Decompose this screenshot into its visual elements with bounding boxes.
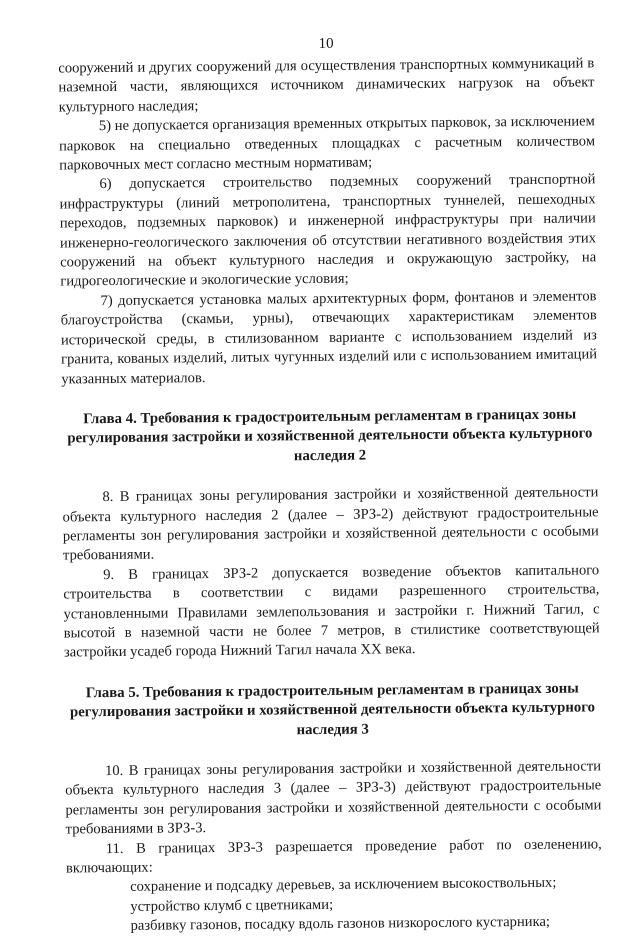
page-number: 10 [318, 35, 334, 52]
paragraph-11: 11. В границах ЗРЗ-3 разрешается проведение работ по озеленению, включающих: [65, 835, 602, 877]
paragraph-continuation: сооружений и других сооружений для осуществления транспортных коммуникаций в наземной части, являющихся источником динамических нагрузок на объект культурного наследия; [58, 55, 595, 116]
chapter-5-heading: Глава 5. Требования к градостроительным регламентам в границах зоны регулирования застройки и хозяйственной деятельности объекта культурного наследия 3 [69, 680, 596, 738]
paragraph-9: 9. В границах ЗРЗ-2 допускается возведение объектов капитального строительства в соответствии с видами разрешенного строительства, установленными Правилами землепользования и застройки г. Нижний Тагил, с высотой в наземной части не более 7 метров, в стилистике соответствующей застройки усадеб города Нижний Тагил начала XX века. [63, 562, 600, 661]
list-item-lawns: разбивку газонов, посадку вдоль газонов низкорослого кустарника; [130, 914, 551, 935]
paragraph-item-5: 5) не допускается организация временных открытых парковок, за исключением парковок на специально отведенных площадках с расчетным количеством парковочных мест согласно местным нормативам; [58, 113, 596, 174]
paragraph-8: 8. В границах зоны регулирования застройки и хозяйственной деятельности объекта культурного наследия 2 (далее – ЗРЗ-2) действуют градостроительные регламенты зон регулирования застройки и хозяйственной деятельности с особыми требованиями. [62, 484, 599, 564]
list-item-trees: сохранение и подсадку деревьев, за исключением высокоствольных; [130, 875, 557, 896]
chapter-4-heading: Глава 4. Требования к градостроительным регламентам в границах зоны регулирования застройки и хозяйственной деятельности объекта культурного наследия 2 [67, 406, 593, 464]
paragraph-item-6: 6) допускается строительство подземных сооружений транспортной инфраструктуры (линий метрополитена, транспортных туннелей, пешеходных переходов, подземных парковок) и инженерной инфраструктуры при наличии инженерно-геологического заключения об отсутствии негативного воздействия этих сооружений на объект культурного наследия и окружающую застройку, на гидрогеологические и экологические условия; [59, 171, 597, 290]
paragraph-10: 10. В границах зоны регулирования застройки и хозяйственной деятельности объекта культурного наследия 3 (далее – ЗРЗ-3) действуют градостроительные регламенты зон регулирования застройки и хозяйственной деятельности с особыми требованиями в ЗРЗ-3. [65, 758, 602, 838]
paragraph-item-7: 7) допускается установка малых архитектурных форм, фонтанов и элементов благоустройства (скамьи, урны), отвечающих характеристикам элементов исторической среды, в стилизованном варианте с использованием изделий из гранита, кованых изделий, литых чугунных изделий или с использованием имитаций указанных материалов. [60, 288, 598, 387]
list-item-flowerbeds: устройство клумб с цветниками; [130, 896, 334, 915]
